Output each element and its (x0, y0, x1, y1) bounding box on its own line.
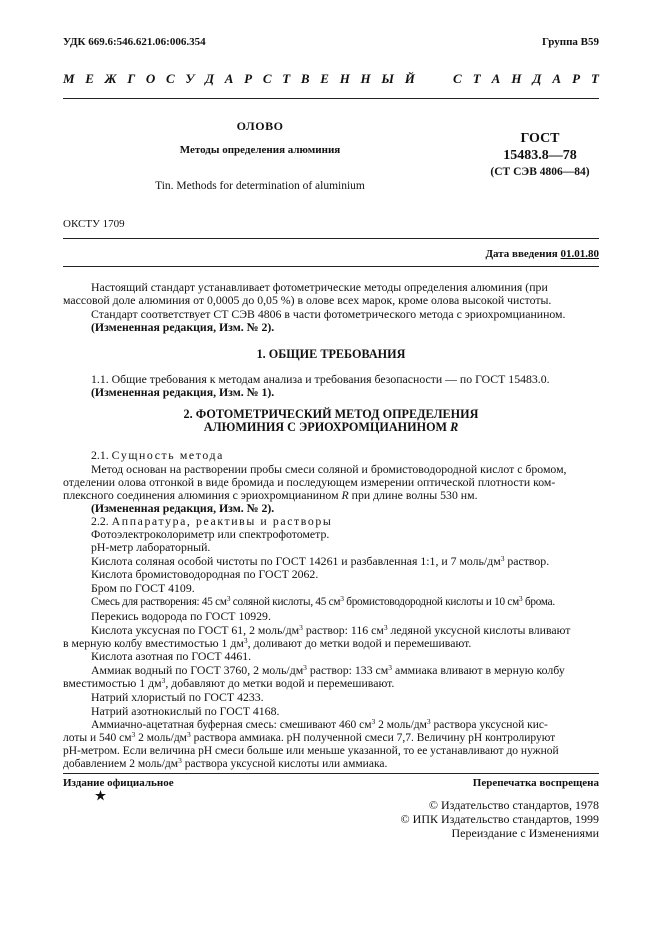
standard-letter: Н (511, 71, 522, 86)
intro-line-3: Стандарт соответствует СТ СЭВ 4806 в части фотометрического метода с эриохромцианином. (91, 307, 566, 321)
interstate-letter: Г (127, 71, 136, 86)
star-icon (95, 790, 106, 801)
sup: 3 (161, 676, 166, 685)
date-divider (63, 266, 599, 267)
item-ammonia-l2a: вместимостью 1 дм (63, 676, 162, 690)
intro-date (440, 248, 599, 260)
section-2-heading-main: АЛЮМИНИЯ С ЭРИОХРОМЦИАНИНОМ (203, 420, 448, 434)
item-buffer-l1c: раствора уксусной кис- (430, 719, 548, 731)
reprint-prohibited: Перепечатка воспрещена (472, 777, 599, 789)
item-buffer-l2c: раствора аммиака. рН полученной смеси 7,7. Величину рН контролируют (190, 732, 556, 744)
s21-line-2: отделении олова отгонкой в виде бромида и последующем измерении оптической плотности ком- (63, 475, 556, 489)
group-label: Группа В59 (541, 36, 599, 48)
standard-letter: А (552, 71, 562, 86)
interstate-letter: У (185, 71, 195, 86)
item-buffer-l2b: 2 моль/дм (135, 732, 187, 744)
section-2-heading-line-1: 2. ФОТОМЕТРИЧЕСКИЙ МЕТОД ОПРЕДЕЛЕНИЯ (183, 407, 479, 421)
item-acetic-b: раствор: 116 см (302, 623, 384, 637)
s21-number: 2.1. (91, 448, 109, 462)
item-ammonia-c: аммиака вливают в мерную колбу (392, 663, 565, 677)
item-ammonia-l2b: , добавляют до метки водой и перемешивают. (165, 676, 395, 690)
interstate-letter: Е (85, 71, 94, 86)
interstate-letter: С (166, 71, 175, 86)
standard-letter: Д (532, 71, 542, 86)
english-title: Tin. Methods for determination of aluminium (155, 180, 365, 192)
gost-label: ГОСТ (520, 131, 560, 146)
section-1-text: 1.1. Общие требования к методам анализа и требования безопасности — по ГОСТ 15483.0. (91, 372, 550, 386)
item-buffer-line-2 (63, 732, 555, 745)
item-hbr: Кислота бромистоводородная по ГОСТ 2062. (91, 567, 319, 581)
sup: 3 (299, 623, 303, 632)
s21-title: Сущность метода (111, 448, 224, 462)
interstate-letter: В (300, 71, 310, 86)
s22-number: 2.2. (91, 514, 109, 528)
standard-letter: Т (472, 71, 481, 86)
interstate-letter: Д (205, 71, 215, 86)
item-mix-c: бромистоводородной кислоты и 10 см (343, 596, 519, 608)
intro-line-1: Настоящий стандарт устанавливает фотометрические методы определения алюминия (при (91, 280, 548, 294)
item-hcl-a: Кислота соляная особой чистоты по ГОСТ 14261 и разбавленная 1:1, и 7 моль/дм (91, 554, 501, 568)
reissue-note: Переиздание с Изменениями (451, 826, 599, 840)
interstate-letter: Р (244, 71, 253, 86)
intro-date-value: 01.01.80 (560, 248, 599, 260)
official-edition: Издание официальное (63, 777, 174, 789)
item-buffer-line-1 (91, 719, 548, 732)
standard-letter: Р (572, 71, 581, 86)
st-sev-number: (СТ СЭВ 4806—84) (490, 166, 590, 178)
copyright-1999: © ИПК Издательство стандартов, 1999 (400, 812, 599, 826)
header-divider (63, 98, 599, 99)
sup: 3 (226, 594, 231, 603)
item-acetic-l2b: , доливают до метки водой и перемешивают. (247, 636, 472, 650)
footer-divider (63, 773, 599, 774)
sup: 3 (371, 717, 376, 726)
s21-change: (Измененная редакция, Изм. № 2). (91, 501, 275, 515)
s21-line-3a: плексного соединения алюминия с эриохромцианином (63, 488, 339, 502)
interstate-letter: Е (320, 71, 329, 86)
standard-subtitle: Методы определения алюминия (179, 144, 341, 156)
section-2-heading-line-2 (63, 421, 599, 434)
copyright-1978: © Издательство стандартов, 1978 (428, 798, 599, 812)
interstate-label (63, 71, 415, 87)
sup: 3 (500, 554, 505, 563)
item-buffer-l1b: 2 моль/дм (375, 719, 427, 731)
interstate-letter: Ы (381, 71, 394, 86)
item-nano2: Натрий азотнокислый по ГОСТ 4168. (91, 704, 280, 718)
sup: 3 (178, 756, 182, 765)
interstate-letter: Т (282, 71, 291, 86)
okstu-divider (63, 238, 599, 239)
s21-line-1: Метод основан на растворении пробы смеси соляной и бромистоводородной кислот с бромом, (91, 462, 567, 476)
item-acetic-l2a: в мерную колбу вместимостью 1 дм (63, 636, 244, 650)
item-mix-b: соляной кислоты, 45 см (230, 596, 341, 608)
interstate-letter: Н (339, 71, 350, 86)
sup: 3 (518, 594, 523, 603)
sup: 3 (186, 730, 191, 739)
item-buffer-l2a: лоты и 540 см (63, 732, 132, 744)
interstate-letter: О (145, 71, 156, 86)
intro-date-label: Дата введения (485, 248, 558, 260)
intro-change: (Измененная редакция, Изм. № 2). (91, 320, 275, 334)
item-hcl-b: раствор. (504, 554, 550, 568)
item-acetic-c: ледяной уксусной кислоты вливают (387, 623, 571, 637)
item-buffer-line-3: рН-метром. Если величина рН смеси больше или меньше указанной, то ее устанавливают до нужной (63, 745, 559, 757)
interstate-letter: Й (404, 71, 415, 86)
sup: 3 (426, 717, 431, 726)
item-photometer: Фотоэлектроколориметр или спектрофотометр. (91, 527, 330, 541)
item-buffer-l4b: раствора уксусной кислоты или аммиака. (181, 758, 388, 770)
interstate-letter: Н (360, 71, 371, 86)
item-nacl: Натрий хлористый по ГОСТ 4233. (91, 690, 264, 704)
s22-title: Аппаратура, реактивы и растворы (111, 514, 333, 528)
gost-number: 15483.8—78 (503, 148, 577, 163)
item-h2o2: Перекись водорода по ГОСТ 10929. (91, 609, 271, 623)
standard-label (453, 71, 599, 87)
sup: 3 (131, 730, 136, 739)
udk-code: УДК 669.6:546.621.06:006.354 (63, 36, 206, 48)
s21-heading (91, 449, 224, 462)
item-buffer-l1a: Аммиачно-ацетатная буферная смесь: смешивают 460 см (91, 719, 372, 731)
s21-line-3b: при длине волны 530 нм. (351, 488, 478, 502)
intro-line-2: массовой доле алюминия от 0,0005 до 0,05 %) в олове всех марок, кроме олова высокой чистоты. (63, 293, 552, 307)
sup: 3 (340, 594, 344, 603)
item-acetic-a: Кислота уксусная по ГОСТ 61, 2 моль/дм (91, 623, 300, 637)
interstate-letter: А (224, 71, 234, 86)
item-mix-d: брома. (522, 596, 555, 608)
item-buffer-line-4 (63, 758, 387, 771)
sup: 3 (383, 623, 388, 632)
item-ammonia-line-2 (63, 677, 394, 691)
item-ammonia-a: Аммиак водный по ГОСТ 3760, 2 моль/дм (91, 663, 304, 677)
interstate-letter: С (262, 71, 272, 86)
item-hno3: Кислота азотная по ГОСТ 4461. (91, 649, 252, 663)
interstate-letter: Ж (104, 71, 117, 86)
item-mix (91, 596, 555, 609)
sup: 3 (243, 636, 248, 645)
item-buffer-l4a: добавлением 2 моль/дм (63, 758, 179, 770)
section-1-change: (Измененная редакция, Изм. № 1). (91, 385, 275, 399)
item-mix-a: Смесь для растворения: 45 см (91, 596, 227, 608)
section-1-heading: 1. ОБЩИЕ ТРЕБОВАНИЯ (256, 347, 406, 361)
okstu-code: ОКСТУ 1709 (63, 218, 125, 230)
interstate-letter: М (63, 71, 75, 86)
sup: 3 (303, 663, 307, 672)
item-ammonia-b: раствор: 133 см (306, 663, 389, 677)
sup: 3 (388, 663, 393, 672)
item-ph-meter: рН-метр лабораторный. (91, 540, 211, 554)
item-bromine: Бром по ГОСТ 4109. (91, 581, 195, 595)
standard-letter: Т (591, 71, 599, 86)
section-2-heading-r: R (450, 420, 459, 434)
s21-line-3-r: R (341, 488, 349, 502)
standard-title: ОЛОВО (236, 119, 284, 133)
standard-letter: А (491, 71, 501, 86)
standard-letter: С (453, 71, 462, 86)
